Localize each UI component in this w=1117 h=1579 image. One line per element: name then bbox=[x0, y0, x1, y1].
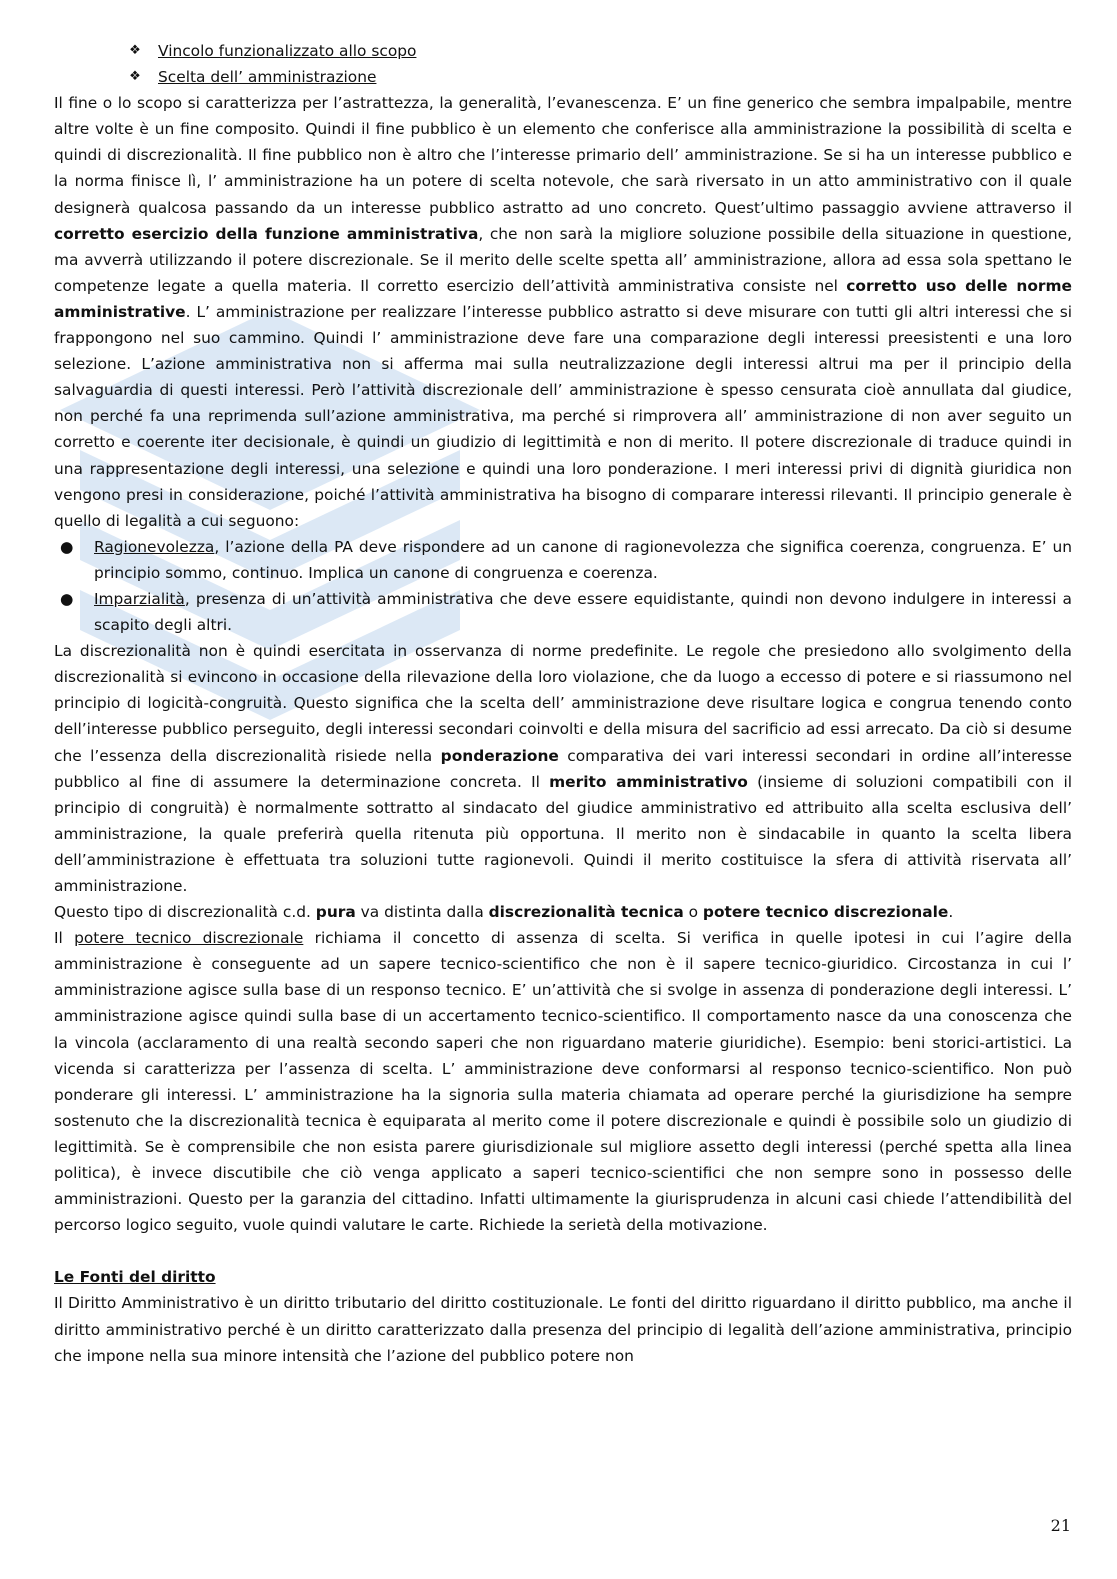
list-item: ❖ Vincolo funzionalizzato allo scopo bbox=[124, 38, 1072, 64]
bullet-icon: ● bbox=[60, 589, 74, 608]
list-item: ❖ Scelta dell’ amministrazione bbox=[124, 64, 1072, 90]
section-heading: Le Fonti del diritto bbox=[54, 1268, 216, 1287]
paragraph-potere-tecnico: Il potere tecnico discrezionale richiama il concetto di assenza di scelta. Si verifica in quelle ipotesi in cui l’agire della amministrazione è conseguente ad un sapere tecnico-scientifico che non è il sapere tecnico-giuridico. Circostanza in cui l’ amministrazione agisce sulla base di un responso tecnico. E’ un’attività che si svolge in assenza di ponderazione degli interessi. L’ amministrazione agisce quindi sulla base di un accertamento tecnico-scientifico. Il comportamento nasce da una conoscenza che la vincola (acclaramento di una realtà secondo saperi che non riguardano materie giuridiche). Esempio: beni storici-artistici. La vicenda si caratterizza per l’assenza di scelta. L’ amministrazione deve conformarsi al responso tecnico-scientifico. Non può ponderare gli interessi. L’ amministrazione ha la signoria sulla materia chiamata ad operare perché la giurisdizione ha sempre sostenuto che la discrezionalità tecnica è equiparata al merito come il potere discrezionale e quindi è possibile solo un giudizio di legittimità. Se è comprensibile che non esista parere giurisdizionale sul migliore assetto degli interessi (perché spetta alla linea politica), è invece discutibile che ciò venga applicato a saperi tecnico-scientifici che non sempre sono in possesso delle amministrazioni. Questo per la garanzia del cittadino. Infatti ultimamente la giurisprudenza in alcuni casi chiede l’attendibilità del percorso logico seguito, vuole quindi valutare le carte. Richiede la serietà della motivazione. bbox=[54, 929, 1072, 1235]
paragraph-discrezionalita-pura: Questo tipo di discrezionalità c.d. pura va distinta dalla discrezionalità tecnica o potere tecnico discrezionale. bbox=[54, 903, 954, 922]
list-item: ● Imparzialità, presenza di un’attività amministrativa che deve essere equidistante, quindi non devono indulgere in interessi a scapito degli altri. bbox=[94, 586, 1072, 638]
paragraph-fonti: Il Diritto Amministrativo è un diritto tributario del diritto costituzionale. Le fonti del diritto riguardano il diritto pubblico, ma anche il diritto amministrativo perché è un diritto caratterizzato dalla presenza del principio di legalità dell’azione amministrativa, principio che impone nella sua minore intensità che l’azione del pubblico potere non bbox=[54, 1294, 1072, 1365]
principles-list bbox=[54, 534, 1072, 638]
page-content bbox=[54, 38, 1072, 1369]
diamond-bullet-icon: ❖ bbox=[129, 69, 141, 85]
paragraph-fine-pubblico: Il fine o lo scopo si caratterizza per l’astrattezza, la generalità, l’evanescenza. E’ un fine generico che sembra impalpabile, mentre altre volte è un fine composito. Quindi il fine pubblico è un elemento che conferisce alla amministrazione la possibilità di scelta e quindi di discrezionalità. Il fine pubblico non è altro che l’interesse primario dell’ amministrazione. Se si ha un interesse pubblico e la norma finisce lì, l’ amministrazione ha un potere di scelta notevole, che sarà riversato in un atto amministrativo con il quale designerà qualcosa passando da un interesse pubblico astratto ad uno concreto. Quest’ultimo passaggio avviene attraverso il corretto esercizio della funzione amministrativa, che non sarà la migliore soluzione possibile della situazione in questione, ma avverrà utilizzando il potere discrezionale. Se il merito delle scelte spetta all’ amministrazione, allora ad essa sola spettano le competenze legate a quella materia. Il corretto esercizio dell’attività amministrativa consiste nel corretto uso delle norme amministrative. L’ amministrazione per realizzare l’interesse pubblico astratto si deve misurare con tutti gli altri interessi che si frappongono nel suo cammino. Quindi l’ amministrazione deve fare una comparazione degli interessi preesistenti e una loro selezione. L’azione amministrativa non si afferma mai sulla neutralizzazione degli interessi altrui ma per il principio della salvaguardia di questi interessi. Però l’attività discrezionale dell’ amministrazione è spesso censurata cioè annullata dal giudice, non perché fa una reprimenda sull’azione amministrativa, ma perché si rimprovera all’ amministrazione di non aver seguito un corretto e coerente iter decisionale, è quindi un giudizio di legittimità e non di merito. Il potere discrezionale di traduce quindi in una rappresentazione degli interessi, una selezione e quindi una loro ponderazione. I meri interessi privi di dignità giuridica non vengono presi in considerazione, poiché l’attività amministrativa ha bisogno di comparare interessi rilevanti. Il principio generale è quello di legalità a cui seguono: bbox=[54, 94, 1072, 530]
list-item: ● Ragionevolezza, l’azione della PA deve rispondere ad un canone di ragionevolezza che significa coerenza, congruenza. E’ un principio sommo, continuo. Implica un canone di congruenza e coerenza. bbox=[94, 534, 1072, 586]
paragraph-discrezionalita: La discrezionalità non è quindi esercitata in osservanza di norme predefinite. Le regole che presiedono allo svolgimento della discrezionalità si evincono in occasione della rilevazione della loro violazione, che da luogo a eccesso di potere e si riassumono nel principio di logicità-congruità. Questo significa che la scelta dell’ amministrazione deve risultare logica e congrua tenendo conto dell’interesse pubblico perseguito, degli interessi secondari coinvolti e della misura del sacrificio ad essi arrecato. Da ciò si desume che l’essenza della discrezionalità risiede nella ponderazione comparativa dei vari interessi secondari in ordine all’interesse pubblico al fine di assumere la determinazione concreta. Il merito amministrativo (insieme di soluzioni compatibili con il principio di congruità) è normalmente sottratto al sindacato del giudice amministrativo ed attribuito alla scelta esclusiva dell’ amministrazione, la quale preferirà quella ritenuta più opportuna. Il merito non è sindacabile in quanto la scelta libera dell’amministrazione è effettuata tra soluzioni tutte ragionevoli. Quindi il merito costituisce la sfera di attività riservata all’ amministrazione. bbox=[54, 642, 1073, 895]
bullet-icon: ● bbox=[60, 537, 74, 556]
diamond-list bbox=[54, 38, 1072, 90]
diamond-bullet-icon: ❖ bbox=[129, 43, 141, 58]
page-number: 21 bbox=[1050, 1516, 1071, 1535]
